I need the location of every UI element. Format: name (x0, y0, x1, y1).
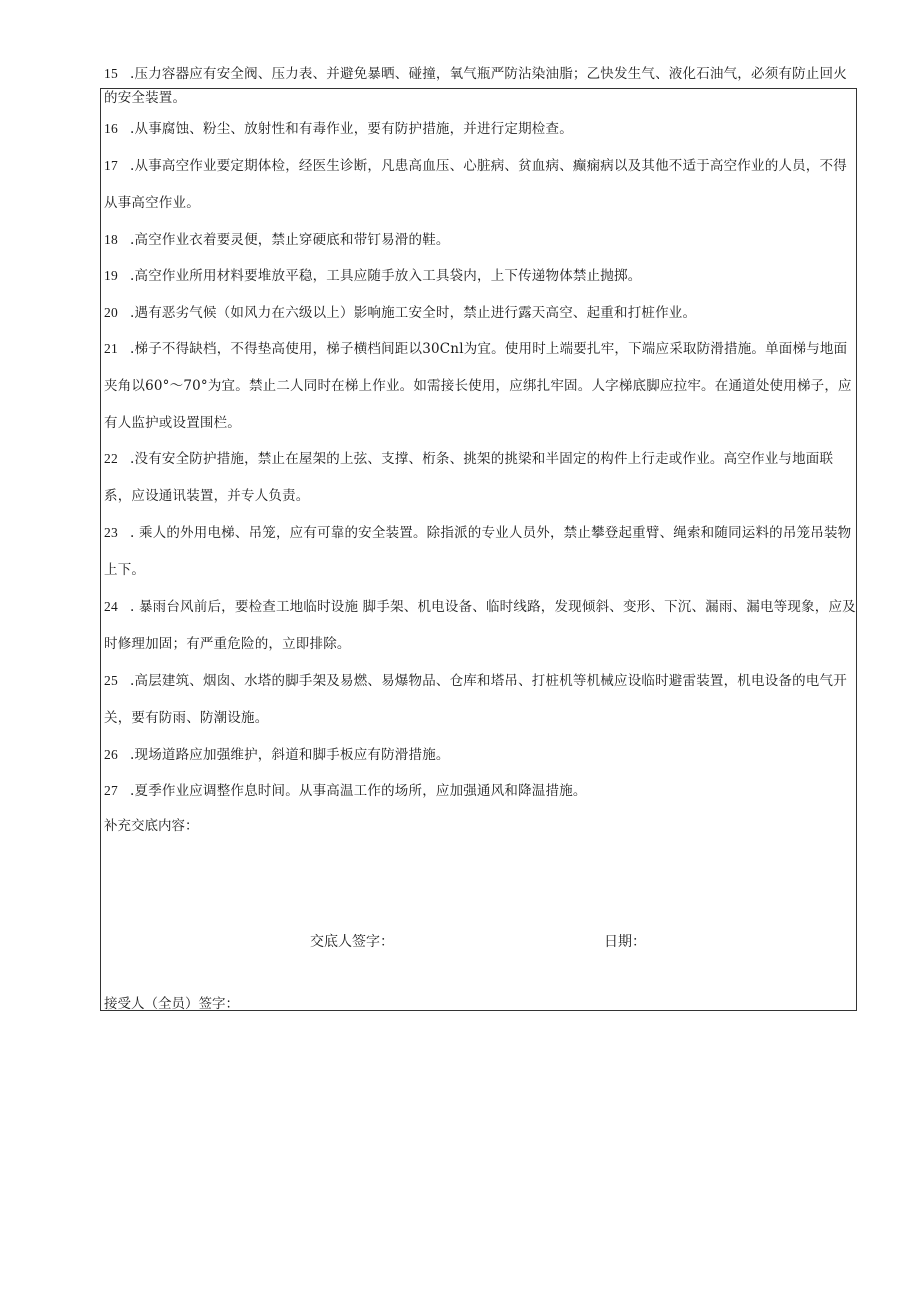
clause-number: 26 (104, 747, 118, 762)
clause-text: .遇有恶劣气候（如风力在六级以上）影响施工安全时，禁止进行露天高空、起重和打桩作业。 (130, 305, 697, 321)
clause-number: 18 (104, 232, 118, 247)
clause-16 (104, 110, 856, 148)
clause-number: 25 (104, 673, 118, 688)
clause-27 (104, 772, 856, 810)
signer-label: 交底人签字： (310, 934, 394, 950)
clause-number: 17 (104, 158, 118, 173)
clause-number: 27 (104, 783, 118, 798)
clause-23 (104, 514, 856, 589)
clause-26 (104, 736, 856, 774)
clause-25 (104, 662, 856, 737)
clause-text: .梯子不得缺档，不得垫高使用，梯子横档间距以30Cnl为宜。使用时上端要扎牢，下端应采取防滑措施。单面梯与地面夹角以60°～70°为宜。禁止二人同时在梯上作业。如需接长使用，应绑扎牢固。人字梯底脚应拉牢。在通道处使用梯子，应有人监护或设置围栏。 (104, 341, 852, 431)
clause-text: .从事腐蚀、粉尘、放射性和有毒作业，要有防护措施，并进行定期检查。 (130, 121, 573, 137)
clause-text: .夏季作业应调整作息时间。从事高温工作的场所，应加强通风和降温措施。 (130, 783, 587, 799)
clause-text: .压力容器应有安全阀、压力表、并避免暴晒、碰撞，氧气瓶严防沾染油脂；乙快发生气、液化石油气，必须有防止回火的安全装置。 (104, 66, 847, 106)
clause-number: 21 (104, 341, 118, 356)
clause-text: . 乘人的外用电梯、吊笼，应有可靠的安全装置。除指派的专业人员外，禁止攀登起重臂、绳索和随同运料的吊笼吊装物上下。 (104, 525, 852, 578)
clause-15 (104, 62, 856, 110)
clause-text: .高空作业衣着要灵便，禁止穿硬底和带钉易滑的鞋。 (130, 232, 450, 248)
date-label: 日期： (604, 934, 646, 950)
clause-20 (104, 294, 856, 332)
clause-number: 23 (104, 525, 118, 540)
clause-21 (104, 330, 856, 442)
clause-18 (104, 221, 856, 259)
supplement-label: 补充交底内容： (104, 818, 199, 834)
clause-text: .高空作业所用材料要堆放平稳，工具应随手放入工具袋内，上下传递物体禁止抛掷。 (130, 268, 642, 284)
clause-17 (104, 147, 856, 222)
receiver-signature-label: 接受人（全员）签字： (104, 996, 239, 1012)
clause-text: .从事高空作业要定期体检，经医生诊断，凡患高血压、心脏病、贫血病、癫痫病以及其他不适于高空作业的人员，不得从事高空作业。 (104, 158, 847, 211)
clause-19 (104, 257, 856, 295)
clause-number: 16 (104, 121, 118, 136)
clause-text: .高层建筑、烟囱、水塔的脚手架及易燃、易爆物品、仓库和塔吊、打桩机等机械应设临时避雷装置，机电设备的电气开关，要有防雨、防潮设施。 (104, 673, 847, 726)
clause-number: 20 (104, 305, 118, 320)
clause-24 (104, 588, 856, 663)
clause-22 (104, 440, 856, 515)
clause-number: 22 (104, 451, 118, 466)
clause-number: 24 (104, 599, 118, 614)
clause-number: 19 (104, 268, 118, 283)
clause-text: .没有安全防护措施，禁止在屋架的上弦、支撑、桁条、挑架的挑梁和半固定的构件上行走或作业。高空作业与地面联系，应设通讯装置，并专人负责。 (104, 451, 834, 504)
clause-number: 15 (104, 66, 118, 81)
clause-text: .现场道路应加强维护，斜道和脚手板应有防滑措施。 (130, 747, 450, 763)
clause-text: . 暴雨台风前后，要检查工地临时设施 脚手架、机电设备、临时线路，发现倾斜、变形、下沉、漏雨、漏电等现象，应及时修理加固；有严重危险的，立即排除。 (104, 599, 856, 652)
